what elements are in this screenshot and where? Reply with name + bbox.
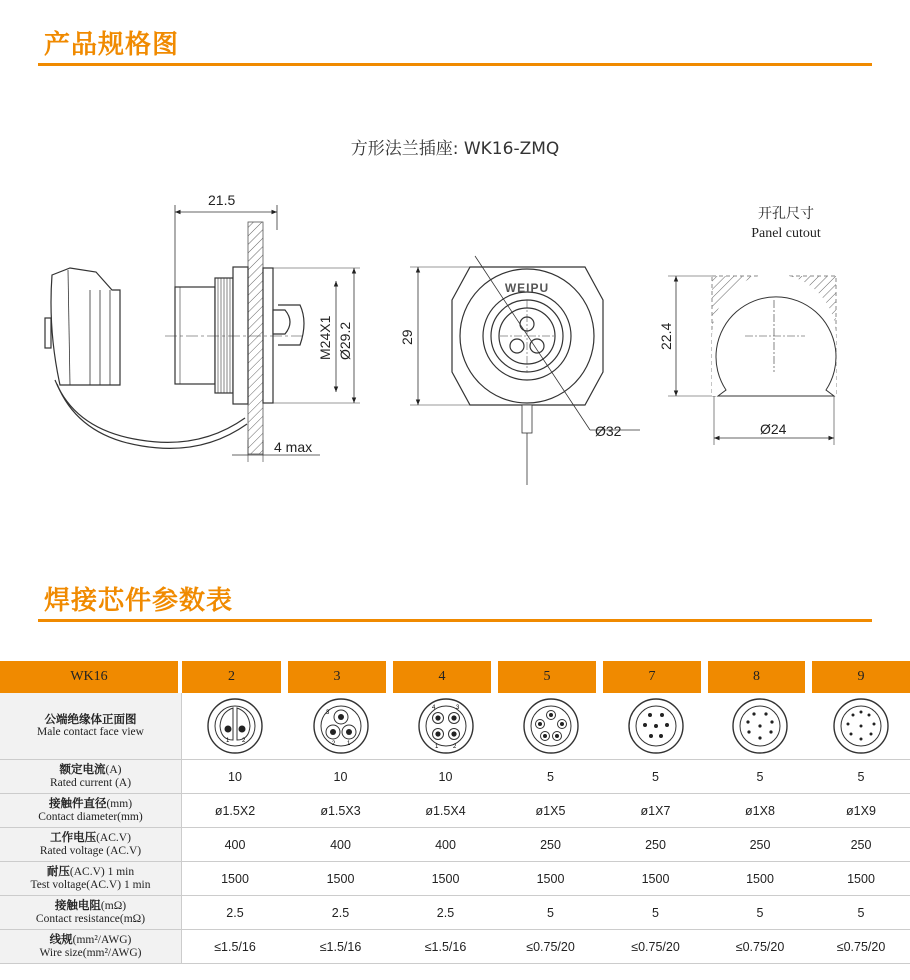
table-cell: 5 [498,760,603,794]
label-en: Male contact face view [37,726,144,738]
contact-face-8-icon [730,696,790,756]
table-cell: ≤1.5/16 [182,930,288,964]
row-label [0,794,182,828]
svg-text:3: 3 [455,705,459,711]
header-col: 9 [812,661,910,693]
table-cell: 400 [182,828,288,862]
label-cn: 接触电阻 [54,898,101,912]
svg-text:2: 2 [331,741,335,747]
header-series: WK16 [0,661,182,693]
header-col: 3 [288,661,393,693]
table-cell: ≤0.75/20 [812,930,910,964]
label-unit: (A) [105,764,122,776]
svg-text:1: 1 [434,744,438,750]
label-en: Contact diameter(mm) [38,811,143,823]
label-en: Contact resistance(mΩ) [35,913,146,925]
label-en: Test voltage(AC.V) 1 min [30,879,151,891]
table-cell: 2.5 [288,896,393,930]
technical-drawing [0,160,910,500]
label-unit: (mm) [106,798,133,810]
table-row [0,862,910,896]
row-label [0,693,182,760]
svg-text:2: 2 [242,738,246,744]
contact-face-4-icon [416,696,476,756]
table-cell: 5 [498,896,603,930]
contact-face-3-icon [311,696,371,756]
table-cell: ≤0.75/20 [603,930,708,964]
face-view-7 [603,693,708,760]
section-title-contact-params: 焊接芯件参数表 [44,586,234,616]
contact-face-9-icon [831,696,891,756]
table-cell: 5 [603,896,708,930]
label-en: Wire size(mm²/AWG) [39,947,142,959]
contact-face-5-icon [521,696,581,756]
header-col: 8 [708,661,812,693]
table-row [0,930,910,964]
table-cell: 1500 [393,862,498,896]
side-view [45,205,360,462]
table-cell: 5 [708,896,812,930]
face-view-2 [182,693,288,760]
label-cn: 公端绝缘体正面图 [44,712,137,726]
header-col: 2 [182,661,288,693]
dim-max: 4 max [274,439,313,455]
dim-side-diameter: Ø29.2 [337,321,353,360]
table-cell: 5 [708,760,812,794]
table-cell: 2.5 [393,896,498,930]
cutout-title-cn: 开孔尺寸 [758,206,814,222]
section-divider [38,63,872,66]
table-cell: ≤0.75/20 [708,930,812,964]
label-cn: 接触件直径 [48,796,107,810]
table-cell: 1500 [498,862,603,896]
table-cell: 1500 [708,862,812,896]
panel-cutout [668,274,836,445]
label-en: Rated current (A) [49,777,132,789]
table-cell: ø1.5X4 [393,794,498,828]
dim-cutout-height: 22.4 [658,322,674,350]
cutout-title-en: Panel cutout [751,226,821,241]
table-cell: ≤1.5/16 [288,930,393,964]
svg-text:2: 2 [452,744,456,750]
table-cell: ≤1.5/16 [393,930,498,964]
header-col: 5 [498,661,603,693]
table-cell: 400 [393,828,498,862]
table-cell: 250 [708,828,812,862]
dim-front-diameter: Ø32 [595,423,622,439]
row-label [0,760,182,794]
label-cn: 工作电压 [50,830,97,844]
label-cn: 线规 [49,932,73,946]
row-label [0,930,182,964]
table-cell: 10 [182,760,288,794]
label-unit: (mm²/AWG) [72,934,132,946]
table-cell: 5 [812,896,910,930]
face-view-5 [498,693,603,760]
label-unit: (AC.V) 1 min [69,866,135,878]
table-cell: 10 [393,760,498,794]
table-cell: 250 [603,828,708,862]
table-cell: 2.5 [182,896,288,930]
table-cell: 1500 [288,862,393,896]
face-view-9 [812,693,910,760]
svg-text:1: 1 [346,741,350,747]
table-cell: 1500 [603,862,708,896]
label-cn: 额定电流 [59,762,106,776]
table-cell: ø1X7 [603,794,708,828]
face-view-3 [288,693,393,760]
svg-text:1: 1 [226,738,230,744]
header-col: 4 [393,661,498,693]
row-label [0,828,182,862]
section-divider [38,619,872,622]
table-cell: ø1X9 [812,794,910,828]
table-cell: 5 [603,760,708,794]
table-row [0,693,910,760]
table-cell: 1500 [812,862,910,896]
label-unit: (AC.V) [96,832,131,844]
table-cell: 250 [498,828,603,862]
table-cell: ø1.5X3 [288,794,393,828]
contact-face-7-icon [626,696,686,756]
table-cell: 250 [812,828,910,862]
table-cell: 10 [288,760,393,794]
dim-front-height: 29 [399,329,415,345]
table-cell: ø1X5 [498,794,603,828]
table-cell: 400 [288,828,393,862]
header-col: 7 [603,661,708,693]
row-label [0,862,182,896]
svg-text:4: 4 [431,705,435,711]
label-unit: (mΩ) [100,900,127,912]
face-view-4 [393,693,498,760]
dim-length: 21.5 [208,192,236,208]
label-en: Rated voltage (AC.V) [39,845,142,857]
brand-logo: WEIPU [504,281,550,295]
contact-params-table [0,661,910,964]
table-row [0,828,910,862]
face-view-8 [708,693,812,760]
table-header [0,661,910,693]
drawing-subtitle: 方形法兰插座: WK16-ZMQ [350,139,560,159]
table-row [0,896,910,930]
table-cell: ø1X8 [708,794,812,828]
contact-face-2-icon [205,696,265,756]
dim-thread: M24X1 [317,315,333,360]
table-row [0,794,910,828]
table-cell: 5 [812,760,910,794]
label-cn: 耐压 [46,864,70,878]
section-title-spec-drawing: 产品规格图 [44,30,180,60]
svg-text:3: 3 [325,710,329,716]
table-cell: ≤0.75/20 [498,930,603,964]
dim-cutout-diameter: Ø24 [760,421,787,437]
table-cell: 1500 [182,862,288,896]
table-cell: ø1.5X2 [182,794,288,828]
table-row [0,760,910,794]
row-label [0,896,182,930]
